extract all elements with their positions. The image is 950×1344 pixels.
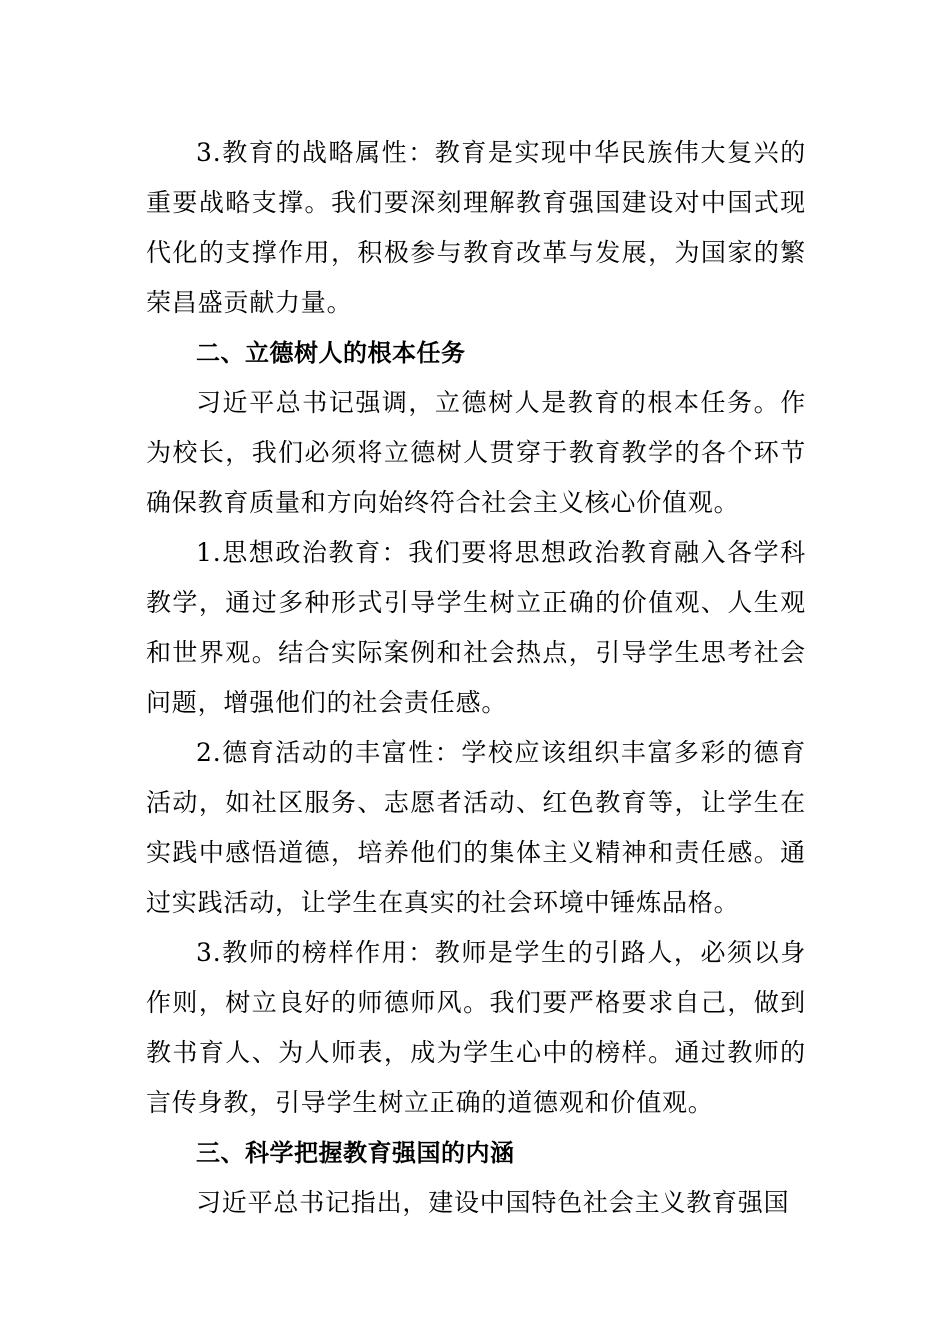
section-heading-2: 二、立德树人的根本任务 — [196, 339, 466, 367]
document-page — [146, 128, 806, 1228]
paragraph-strategic-attribute: 3.教育的战略属性：教育是实现中华民族伟大复兴的重要战略支撑。我们要深刻理解教育强国建设对中国式现代化的支撑作用，积极参与教育改革与发展，为国家的繁荣昌盛贡献力量。 — [146, 138, 806, 317]
paragraph-fundamental-task: 习近平总书记强调，立德树人是教育的根本任务。作为校长，我们必须将立德树人贯穿于教育教学的各个环节确保教育质量和方向始终符合社会主义核心价值观。 — [146, 388, 806, 517]
section-heading-3: 三、科学把握教育强国的内涵 — [196, 1139, 515, 1167]
paragraph-education-power-intro: 习近平总书记指出，建设中国特色社会主义教育强国 — [196, 1188, 790, 1217]
paragraph-ideological-education: 1.思想政治教育：我们要将思想政治教育融入各学科教学，通过多种形式引导学生树立正确的价值观、人生观和世界观。结合实际案例和社会热点，引导学生思考社会问题，增强他们的社会责任感。 — [146, 538, 806, 717]
paragraph-teacher-role-model: 3.教师的榜样作用：教师是学生的引路人，必须以身作则，树立良好的师德师风。我们要严格要求自己，做到教书育人、为人师表，成为学生心中的榜样。通过教师的言传身教，引导学生树立正确的道德观和价值观。 — [146, 938, 806, 1117]
paragraph-moral-activities: 2.德育活动的丰富性：学校应该组织丰富多彩的德育活动，如社区服务、志愿者活动、红色教育等，让学生在实践中感悟道德，培养他们的集体主义精神和责任感。通过实践活动，让学生在真实的社会环境中锤炼品格。 — [146, 738, 806, 917]
